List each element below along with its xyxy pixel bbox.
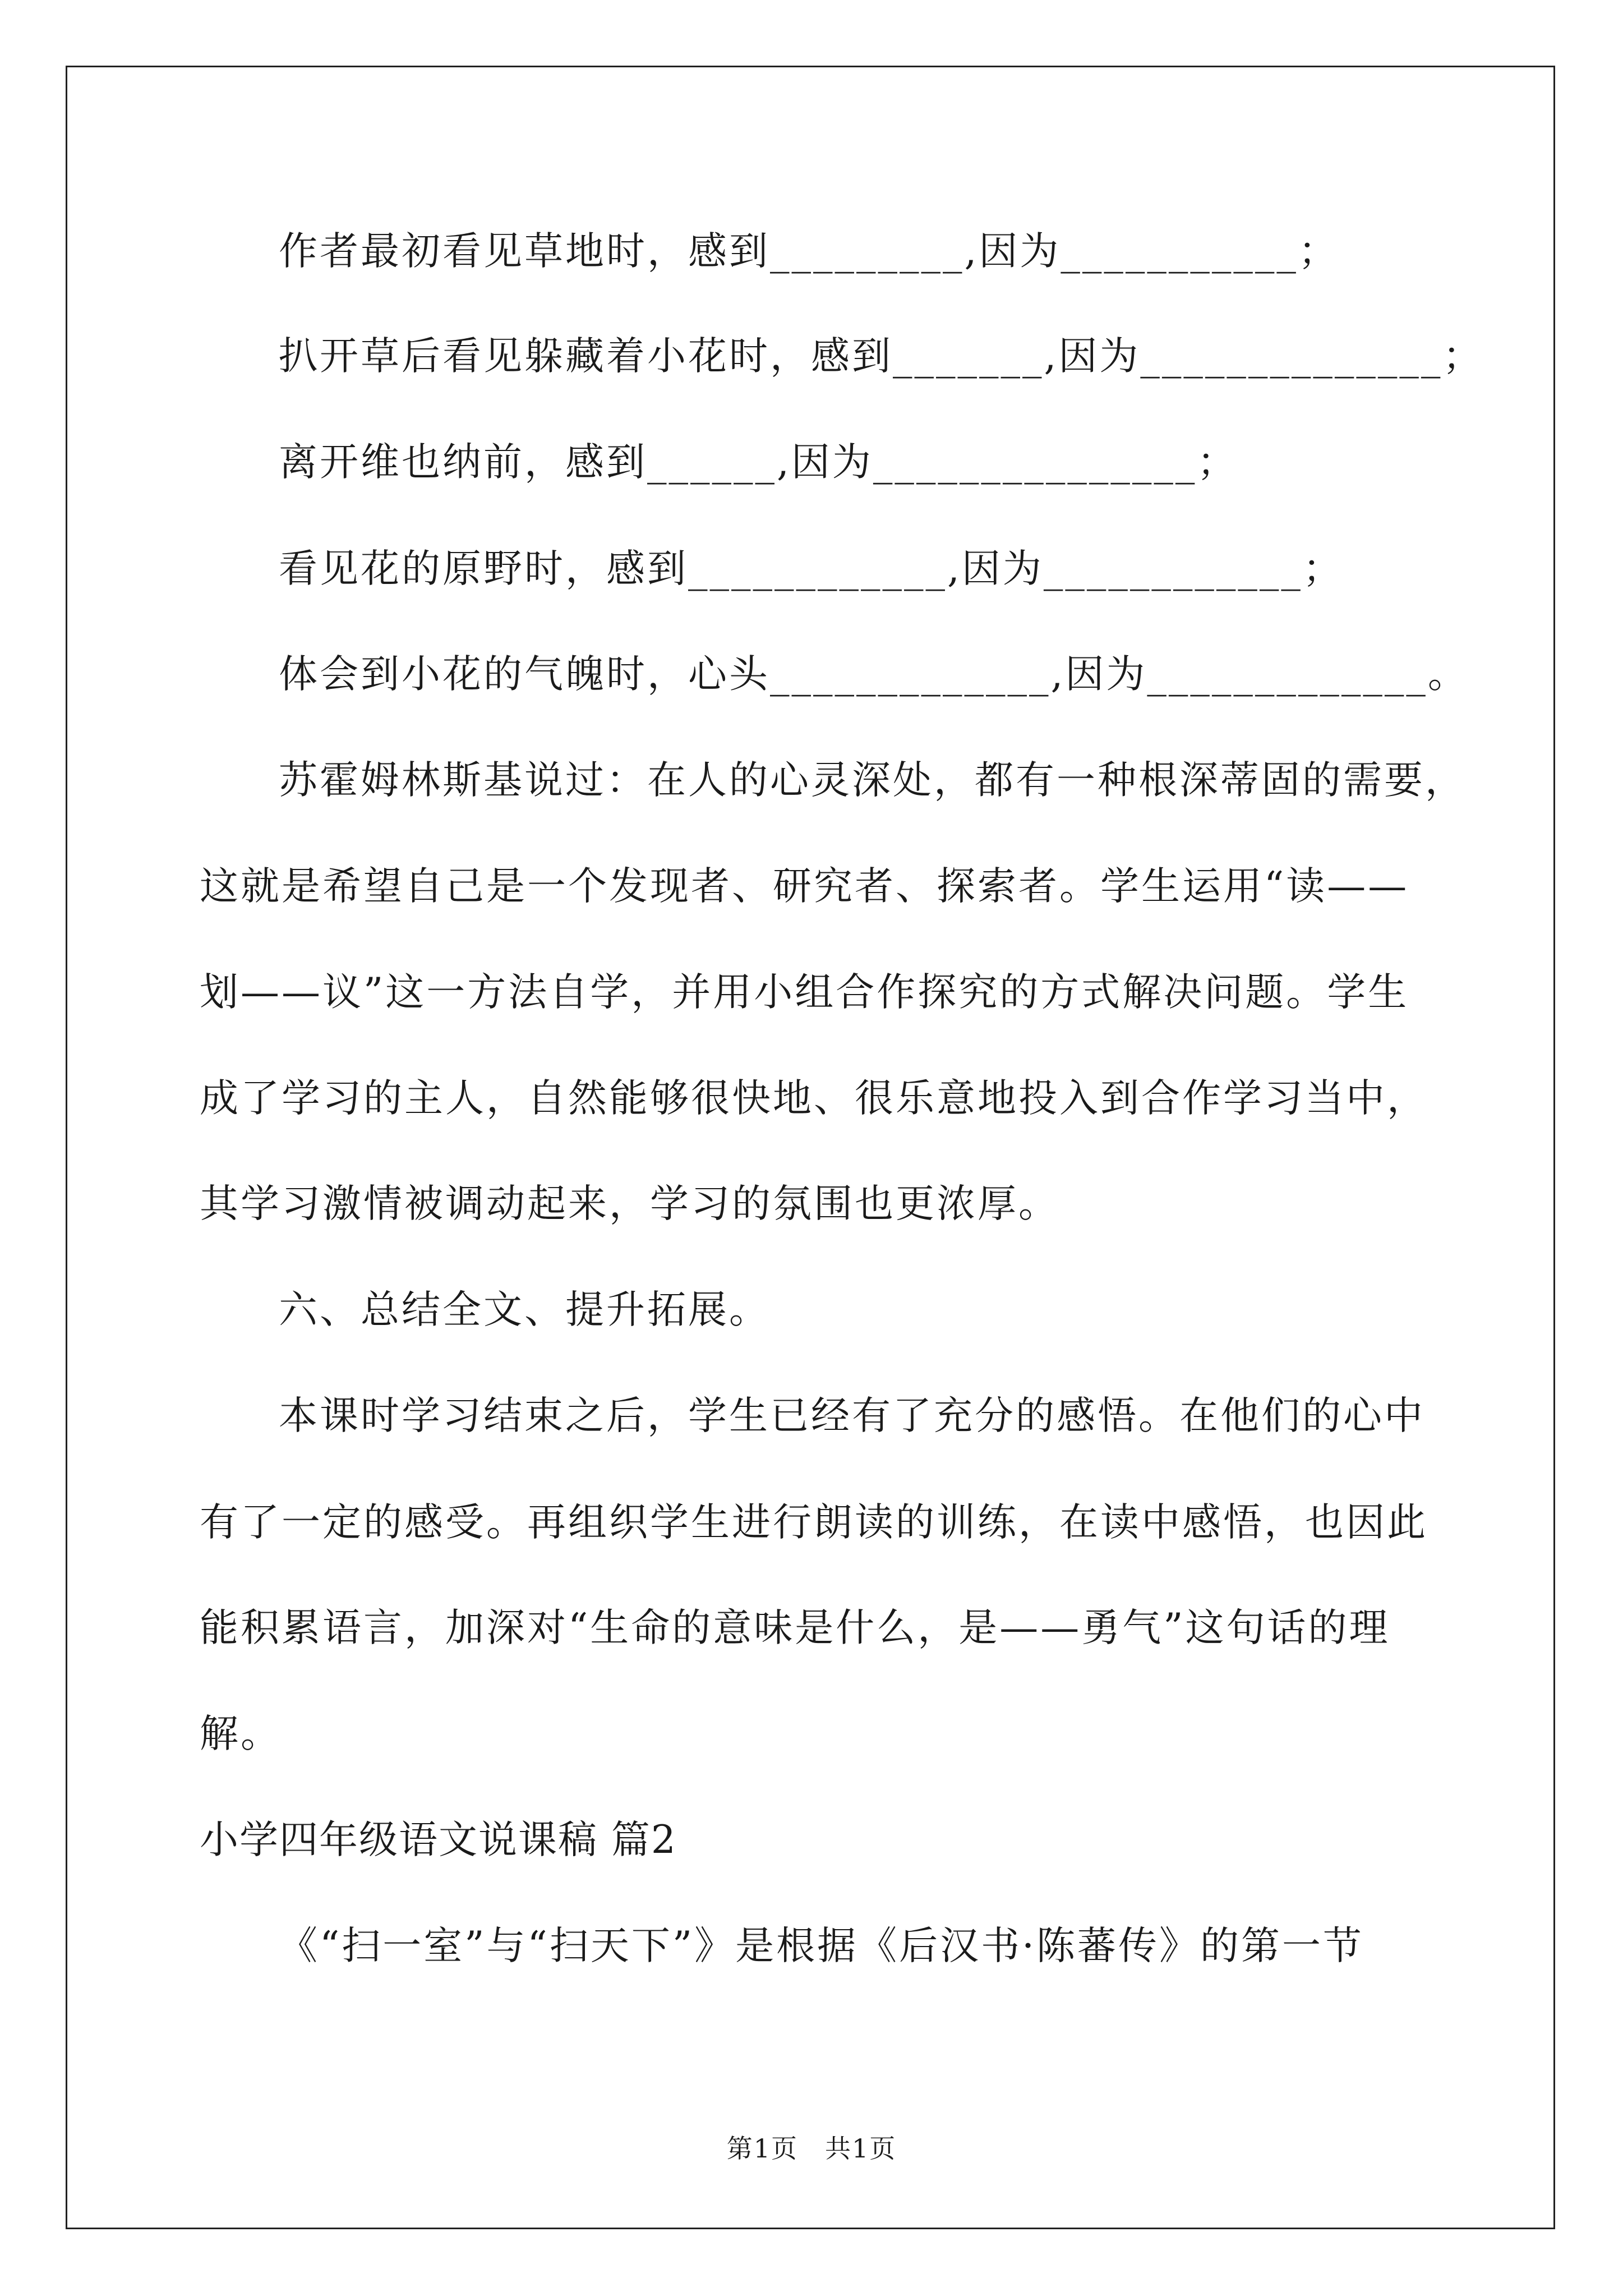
text-line: 体会到小花的气魄时，心头_____________,因为_____________。: [279, 652, 1469, 697]
text-line: 其学习激情被调动起来，学习的氛围也更浓厚。: [200, 1181, 1059, 1226]
text-line: 苏霍姆林斯基说过：在人的心灵深处，都有一种根深蒂固的需要，: [279, 758, 1466, 803]
text-line: 扒开草后看见躲藏着小花时，感到_______,因为______________；: [279, 334, 1484, 379]
text-line: 看见花的原野时，感到____________,因为____________；: [279, 546, 1344, 591]
text-line: 离开维也纳前，感到______,因为_______________；: [279, 440, 1238, 485]
text-line: 有了一定的感受。再组织学生进行朗读的训练，在读中感悟，也因此: [200, 1500, 1428, 1545]
text-line: 能积累语言，加深对“生命的意味是什么，是——勇气”这句话的理: [200, 1605, 1390, 1650]
section-title: 小学四年级语文说课稿 篇2: [200, 1818, 677, 1862]
text-line: 本课时学习结束之后，学生已经有了充分的感悟。在他们的心中: [279, 1393, 1425, 1438]
text-line: 成了学习的主人，自然能够很快地、很乐意地投入到合作学习当中，: [200, 1076, 1428, 1121]
text-line: 《“扫一室”与“扫天下”》是根据《后汉书·陈蕃传》的第一节: [279, 1924, 1364, 1968]
text-line: 这就是希望自己是一个发现者、研究者、探索者。学生运用“读——: [200, 864, 1409, 909]
page-border: [66, 66, 1555, 2229]
section-heading: 六、总结全文、提升拓展。: [279, 1287, 770, 1332]
text-line: 解。: [200, 1711, 282, 1756]
text-line: 作者最初看见草地时，感到_________,因为___________；: [279, 229, 1339, 274]
text-line: 划——议”这一方法自学，并用小组合作探究的方式解决问题。学生: [200, 970, 1409, 1015]
page-footer: 第1页 共1页: [726, 2133, 897, 2164]
